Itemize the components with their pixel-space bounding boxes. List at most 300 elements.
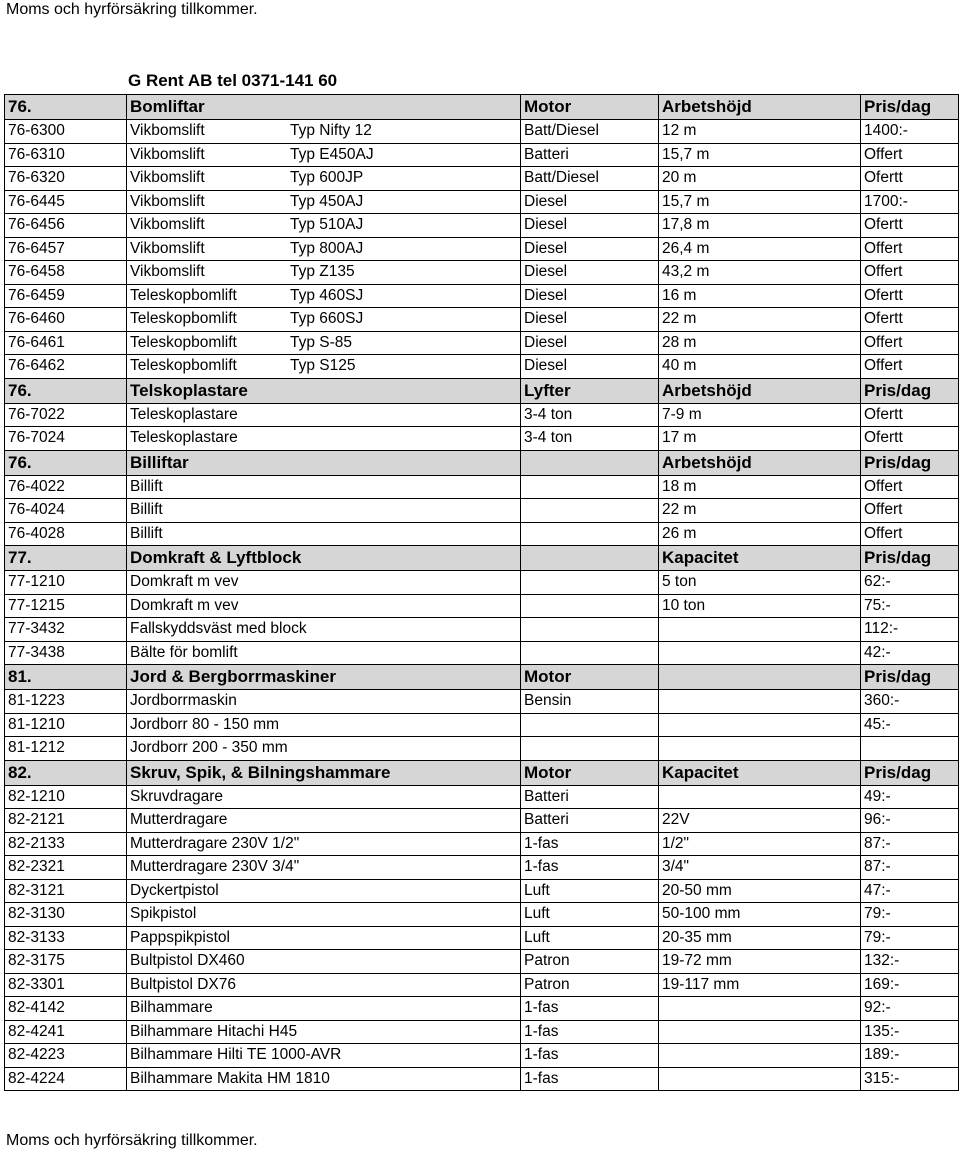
motor-cell: 3-4 ton: [521, 403, 659, 427]
item-name: Domkraft m vev: [130, 596, 239, 614]
spec-cell: 40 m: [659, 355, 861, 379]
motor-cell: 1-fas: [521, 856, 659, 880]
table-row: [5, 167, 959, 191]
spec-cell: [659, 997, 861, 1021]
article-number: 81-1223: [5, 690, 127, 714]
spec-cell: 7-9 m: [659, 403, 861, 427]
price-cell: Offert: [861, 355, 959, 379]
price-cell: 169:-: [861, 973, 959, 997]
description-cell: [127, 237, 521, 261]
column-spec: Arbetshöjd: [659, 95, 861, 120]
table-row: [5, 214, 959, 238]
spec-cell: 22 m: [659, 499, 861, 523]
motor-cell: [521, 522, 659, 546]
article-number: 82-4142: [5, 997, 127, 1021]
article-number: 76-6300: [5, 120, 127, 144]
item-name: Bilhammare Hitachi H45: [130, 1022, 298, 1040]
motor-cell: Patron: [521, 973, 659, 997]
description-cell: [127, 167, 521, 191]
spec-cell: [659, 641, 861, 665]
price-cell: 1700:-: [861, 190, 959, 214]
price-cell: 42:-: [861, 641, 959, 665]
top-note: Moms och hyrförsäkring tillkommer.: [6, 1, 258, 18]
section-number: 77.: [5, 546, 127, 571]
company-line: G Rent AB tel 0371-141 60: [128, 71, 338, 90]
description-cell: [127, 190, 521, 214]
motor-cell: 1-fas: [521, 997, 659, 1021]
motor-cell: Diesel: [521, 190, 659, 214]
price-cell: 135:-: [861, 1020, 959, 1044]
price-cell: 45:-: [861, 713, 959, 737]
article-number: 82-3133: [5, 926, 127, 950]
motor-cell: Batteri: [521, 143, 659, 167]
price-table: [4, 94, 959, 1091]
item-name: Vikbomslift: [130, 263, 205, 281]
item-name: Bultpistol DX460: [130, 952, 245, 970]
column-price: Pris/dag: [861, 450, 959, 475]
item-type: Typ E450AJ: [290, 145, 374, 163]
table-row: [5, 427, 959, 451]
description-cell: [127, 261, 521, 285]
price-cell: Ofertt: [861, 284, 959, 308]
motor-cell: 1-fas: [521, 1067, 659, 1091]
section-title: Bomliftar: [127, 95, 521, 120]
item-type: Typ Z135: [290, 263, 355, 281]
table-row: [5, 903, 959, 927]
price-cell: Offert: [861, 237, 959, 261]
motor-cell: 1-fas: [521, 1044, 659, 1068]
item-name: Teleskopbomlift: [130, 286, 237, 304]
item-name: Vikbomslift: [130, 216, 205, 234]
motor-cell: [521, 618, 659, 642]
motor-cell: Luft: [521, 926, 659, 950]
article-number: 76-6457: [5, 237, 127, 261]
item-name: Billift: [130, 501, 163, 519]
price-cell: 1400:-: [861, 120, 959, 144]
column-motor: Lyfter: [521, 378, 659, 403]
price-cell: 62:-: [861, 571, 959, 595]
motor-cell: Batteri: [521, 785, 659, 809]
item-name: Spikpistol: [130, 905, 197, 923]
description-cell: [127, 926, 521, 950]
spec-cell: 20-50 mm: [659, 879, 861, 903]
description-cell: [127, 785, 521, 809]
table-row: [5, 594, 959, 618]
spec-cell: 19-72 mm: [659, 950, 861, 974]
description-cell: [127, 475, 521, 499]
item-name: Bilhammare Makita HM 1810: [130, 1069, 330, 1087]
item-name: Vikbomslift: [130, 145, 205, 163]
article-number: 76-6458: [5, 261, 127, 285]
table-row: [5, 284, 959, 308]
price-cell: 87:-: [861, 832, 959, 856]
description-cell: [127, 143, 521, 167]
article-number: 76-6310: [5, 143, 127, 167]
description-cell: [127, 809, 521, 833]
table-row: [5, 926, 959, 950]
spec-cell: 43,2 m: [659, 261, 861, 285]
item-name: Billift: [130, 524, 163, 542]
motor-cell: Diesel: [521, 284, 659, 308]
price-cell: 315:-: [861, 1067, 959, 1091]
spec-cell: 20 m: [659, 167, 861, 191]
article-number: 82-2121: [5, 809, 127, 833]
spec-cell: 26,4 m: [659, 237, 861, 261]
description-cell: [127, 427, 521, 451]
motor-cell: Luft: [521, 903, 659, 927]
motor-cell: [521, 475, 659, 499]
article-number: 77-3438: [5, 641, 127, 665]
table-row: [5, 879, 959, 903]
section-header: [5, 665, 959, 690]
article-number: 77-3432: [5, 618, 127, 642]
motor-cell: Luft: [521, 879, 659, 903]
table-row: [5, 308, 959, 332]
item-name: Jordborr 80 - 150 mm: [130, 715, 280, 733]
description-cell: [127, 618, 521, 642]
description-cell: [127, 641, 521, 665]
spec-cell: 15,7 m: [659, 190, 861, 214]
table-row: [5, 950, 959, 974]
price-cell: Offert: [861, 499, 959, 523]
table-row: [5, 475, 959, 499]
spec-cell: 1/2": [659, 832, 861, 856]
item-name: Bälte för bomlift: [130, 643, 238, 661]
motor-cell: Diesel: [521, 331, 659, 355]
description-cell: [127, 690, 521, 714]
table-row: [5, 690, 959, 714]
article-number: 82-3130: [5, 903, 127, 927]
table-row: [5, 522, 959, 546]
spec-cell: [659, 1044, 861, 1068]
price-cell: Ofertt: [861, 214, 959, 238]
article-number: 76-7022: [5, 403, 127, 427]
table-row: [5, 1020, 959, 1044]
item-name: Mutterdragare 230V 1/2": [130, 834, 300, 852]
spec-cell: 26 m: [659, 522, 861, 546]
spec-cell: [659, 713, 861, 737]
price-cell: Offert: [861, 475, 959, 499]
column-motor: [521, 546, 659, 571]
table-row: [5, 713, 959, 737]
item-name: Domkraft m vev: [130, 573, 239, 591]
column-price: Pris/dag: [861, 378, 959, 403]
spec-cell: [659, 785, 861, 809]
column-spec: Kapacitet: [659, 546, 861, 571]
section-number: 76.: [5, 95, 127, 120]
column-motor: [521, 450, 659, 475]
table-row: [5, 261, 959, 285]
table-row: [5, 143, 959, 167]
column-motor: Motor: [521, 95, 659, 120]
item-type: Typ 460SJ: [290, 286, 364, 304]
item-name: Mutterdragare: [130, 811, 228, 829]
price-cell: Offert: [861, 522, 959, 546]
item-type: Typ S125: [290, 357, 356, 375]
description-cell: [127, 284, 521, 308]
item-name: Teleskopbomlift: [130, 310, 237, 328]
motor-cell: Patron: [521, 950, 659, 974]
article-number: 76-4028: [5, 522, 127, 546]
description-cell: [127, 737, 521, 761]
price-cell: 75:-: [861, 594, 959, 618]
table-row: [5, 355, 959, 379]
spec-cell: [659, 690, 861, 714]
article-number: 76-6460: [5, 308, 127, 332]
item-name: Teleskoplastare: [130, 429, 238, 447]
description-cell: [127, 713, 521, 737]
description-cell: [127, 832, 521, 856]
article-number: 76-6462: [5, 355, 127, 379]
spec-cell: [659, 1020, 861, 1044]
spec-cell: 17 m: [659, 427, 861, 451]
item-name: Vikbomslift: [130, 122, 205, 140]
motor-cell: Diesel: [521, 308, 659, 332]
article-number: 81-1212: [5, 737, 127, 761]
price-cell: 112:-: [861, 618, 959, 642]
spec-cell: 19-117 mm: [659, 973, 861, 997]
item-name: Teleskopbomlift: [130, 333, 237, 351]
column-spec: [659, 665, 861, 690]
table-row: [5, 618, 959, 642]
section-number: 76.: [5, 378, 127, 403]
spec-cell: [659, 1067, 861, 1091]
section-header: [5, 378, 959, 403]
spec-cell: [659, 737, 861, 761]
motor-cell: [521, 571, 659, 595]
description-cell: [127, 950, 521, 974]
description-cell: [127, 331, 521, 355]
spec-cell: 12 m: [659, 120, 861, 144]
spec-cell: 5 ton: [659, 571, 861, 595]
section-header: [5, 546, 959, 571]
motor-cell: Diesel: [521, 237, 659, 261]
article-number: 82-4241: [5, 1020, 127, 1044]
column-motor: Motor: [521, 760, 659, 785]
description-cell: [127, 499, 521, 523]
item-name: Vikbomslift: [130, 192, 205, 210]
article-number: 76-4024: [5, 499, 127, 523]
spec-cell: 18 m: [659, 475, 861, 499]
item-type: Typ S-85: [290, 333, 353, 351]
section-title: Domkraft & Lyftblock: [127, 546, 521, 571]
column-price: Pris/dag: [861, 95, 959, 120]
price-cell: 47:-: [861, 879, 959, 903]
article-number: 76-6445: [5, 190, 127, 214]
description-cell: [127, 214, 521, 238]
item-type: Typ 450AJ: [290, 192, 364, 210]
spec-cell: 28 m: [659, 331, 861, 355]
column-spec: Kapacitet: [659, 760, 861, 785]
price-cell: Offert: [861, 143, 959, 167]
motor-cell: [521, 713, 659, 737]
price-cell: Ofertt: [861, 308, 959, 332]
description-cell: [127, 1067, 521, 1091]
article-number: 82-3121: [5, 879, 127, 903]
motor-cell: [521, 641, 659, 665]
price-cell: 49:-: [861, 785, 959, 809]
motor-cell: Bensin: [521, 690, 659, 714]
item-type: Typ 510AJ: [290, 216, 364, 234]
section-title: Jord & Bergborrmaskiner: [127, 665, 521, 690]
price-cell: [861, 737, 959, 761]
section-number: 76.: [5, 450, 127, 475]
description-cell: [127, 120, 521, 144]
price-cell: Ofertt: [861, 403, 959, 427]
spec-cell: [659, 618, 861, 642]
price-cell: 79:-: [861, 903, 959, 927]
column-price: Pris/dag: [861, 760, 959, 785]
column-spec: Arbetshöjd: [659, 450, 861, 475]
motor-cell: Batt/Diesel: [521, 120, 659, 144]
section-header: [5, 760, 959, 785]
table-row: [5, 120, 959, 144]
table-row: [5, 641, 959, 665]
section-number: 81.: [5, 665, 127, 690]
motor-cell: Diesel: [521, 261, 659, 285]
description-cell: [127, 355, 521, 379]
article-number: 82-4224: [5, 1067, 127, 1091]
item-name: Teleskopbomlift: [130, 357, 237, 375]
article-number: 76-6320: [5, 167, 127, 191]
table-row: [5, 856, 959, 880]
article-number: 82-2133: [5, 832, 127, 856]
item-name: Bilhammare Hilti TE 1000-AVR: [130, 1046, 342, 1064]
price-table-body: [5, 95, 959, 1091]
section-title: Telskoplastare: [127, 378, 521, 403]
article-number: 76-4022: [5, 475, 127, 499]
price-cell: Offert: [861, 261, 959, 285]
description-cell: [127, 308, 521, 332]
article-number: 76-7024: [5, 427, 127, 451]
motor-cell: Batteri: [521, 809, 659, 833]
article-number: 76-6461: [5, 331, 127, 355]
spec-cell: 16 m: [659, 284, 861, 308]
item-type: Typ 600JP: [290, 169, 364, 187]
description-cell: [127, 997, 521, 1021]
price-cell: 79:-: [861, 926, 959, 950]
description-cell: [127, 879, 521, 903]
column-price: Pris/dag: [861, 665, 959, 690]
description-cell: [127, 594, 521, 618]
spec-cell: 22 m: [659, 308, 861, 332]
price-cell: 189:-: [861, 1044, 959, 1068]
item-name: Vikbomslift: [130, 239, 205, 257]
table-row: [5, 190, 959, 214]
article-number: 76-6459: [5, 284, 127, 308]
price-cell: 360:-: [861, 690, 959, 714]
table-row: [5, 403, 959, 427]
item-name: Fallskyddsväst med block: [130, 620, 307, 638]
table-row: [5, 1044, 959, 1068]
price-cell: Ofertt: [861, 427, 959, 451]
item-name: Jordborr 200 - 350 mm: [130, 739, 288, 757]
table-row: [5, 237, 959, 261]
item-name: Dyckertpistol: [130, 881, 219, 899]
bottom-note: Moms och hyrförsäkring tillkommer.: [6, 1132, 258, 1149]
item-name: Pappspikpistol: [130, 928, 230, 946]
table-row: [5, 785, 959, 809]
item-name: Vikbomslift: [130, 169, 205, 187]
motor-cell: 1-fas: [521, 1020, 659, 1044]
price-cell: 87:-: [861, 856, 959, 880]
motor-cell: 3-4 ton: [521, 427, 659, 451]
price-cell: 132:-: [861, 950, 959, 974]
item-name: Mutterdragare 230V 3/4": [130, 858, 300, 876]
article-number: 77-1210: [5, 571, 127, 595]
article-number: 82-2321: [5, 856, 127, 880]
description-cell: [127, 403, 521, 427]
article-number: 76-6456: [5, 214, 127, 238]
item-type: Typ 660SJ: [290, 310, 364, 328]
price-cell: Offert: [861, 331, 959, 355]
table-row: [5, 331, 959, 355]
item-type: Typ Nifty 12: [290, 122, 372, 140]
item-name: Teleskoplastare: [130, 405, 238, 423]
column-motor: Motor: [521, 665, 659, 690]
motor-cell: [521, 499, 659, 523]
price-cell: 92:-: [861, 997, 959, 1021]
table-row: [5, 832, 959, 856]
section-title: Skruv, Spik, & Bilningshammare: [127, 760, 521, 785]
table-row: [5, 809, 959, 833]
motor-cell: [521, 737, 659, 761]
section-header: [5, 450, 959, 475]
article-number: 82-1210: [5, 785, 127, 809]
description-cell: [127, 973, 521, 997]
section-number: 82.: [5, 760, 127, 785]
motor-cell: 1-fas: [521, 832, 659, 856]
spec-cell: 20-35 mm: [659, 926, 861, 950]
item-name: Bultpistol DX76: [130, 975, 236, 993]
article-number: 82-3175: [5, 950, 127, 974]
motor-cell: Batt/Diesel: [521, 167, 659, 191]
section-header: [5, 95, 959, 120]
spec-cell: 50-100 mm: [659, 903, 861, 927]
spec-cell: 15,7 m: [659, 143, 861, 167]
description-cell: [127, 522, 521, 546]
price-cell: Ofertt: [861, 167, 959, 191]
description-cell: [127, 903, 521, 927]
spec-cell: 17,8 m: [659, 214, 861, 238]
table-row: [5, 571, 959, 595]
item-name: Bilhammare: [130, 999, 213, 1017]
motor-cell: Diesel: [521, 214, 659, 238]
article-number: 82-4223: [5, 1044, 127, 1068]
table-row: [5, 973, 959, 997]
spec-cell: 3/4": [659, 856, 861, 880]
item-type: Typ 800AJ: [290, 239, 364, 257]
motor-cell: Diesel: [521, 355, 659, 379]
article-number: 77-1215: [5, 594, 127, 618]
description-cell: [127, 1020, 521, 1044]
item-name: Jordborrmaskin: [130, 692, 237, 710]
item-name: Billift: [130, 477, 163, 495]
motor-cell: [521, 594, 659, 618]
price-cell: 96:-: [861, 809, 959, 833]
article-number: 81-1210: [5, 713, 127, 737]
article-number: 82-3301: [5, 973, 127, 997]
spec-cell: 22V: [659, 809, 861, 833]
description-cell: [127, 571, 521, 595]
description-cell: [127, 1044, 521, 1068]
column-price: Pris/dag: [861, 546, 959, 571]
table-row: [5, 1067, 959, 1091]
spec-cell: 10 ton: [659, 594, 861, 618]
section-title: Billiftar: [127, 450, 521, 475]
table-row: [5, 737, 959, 761]
description-cell: [127, 856, 521, 880]
